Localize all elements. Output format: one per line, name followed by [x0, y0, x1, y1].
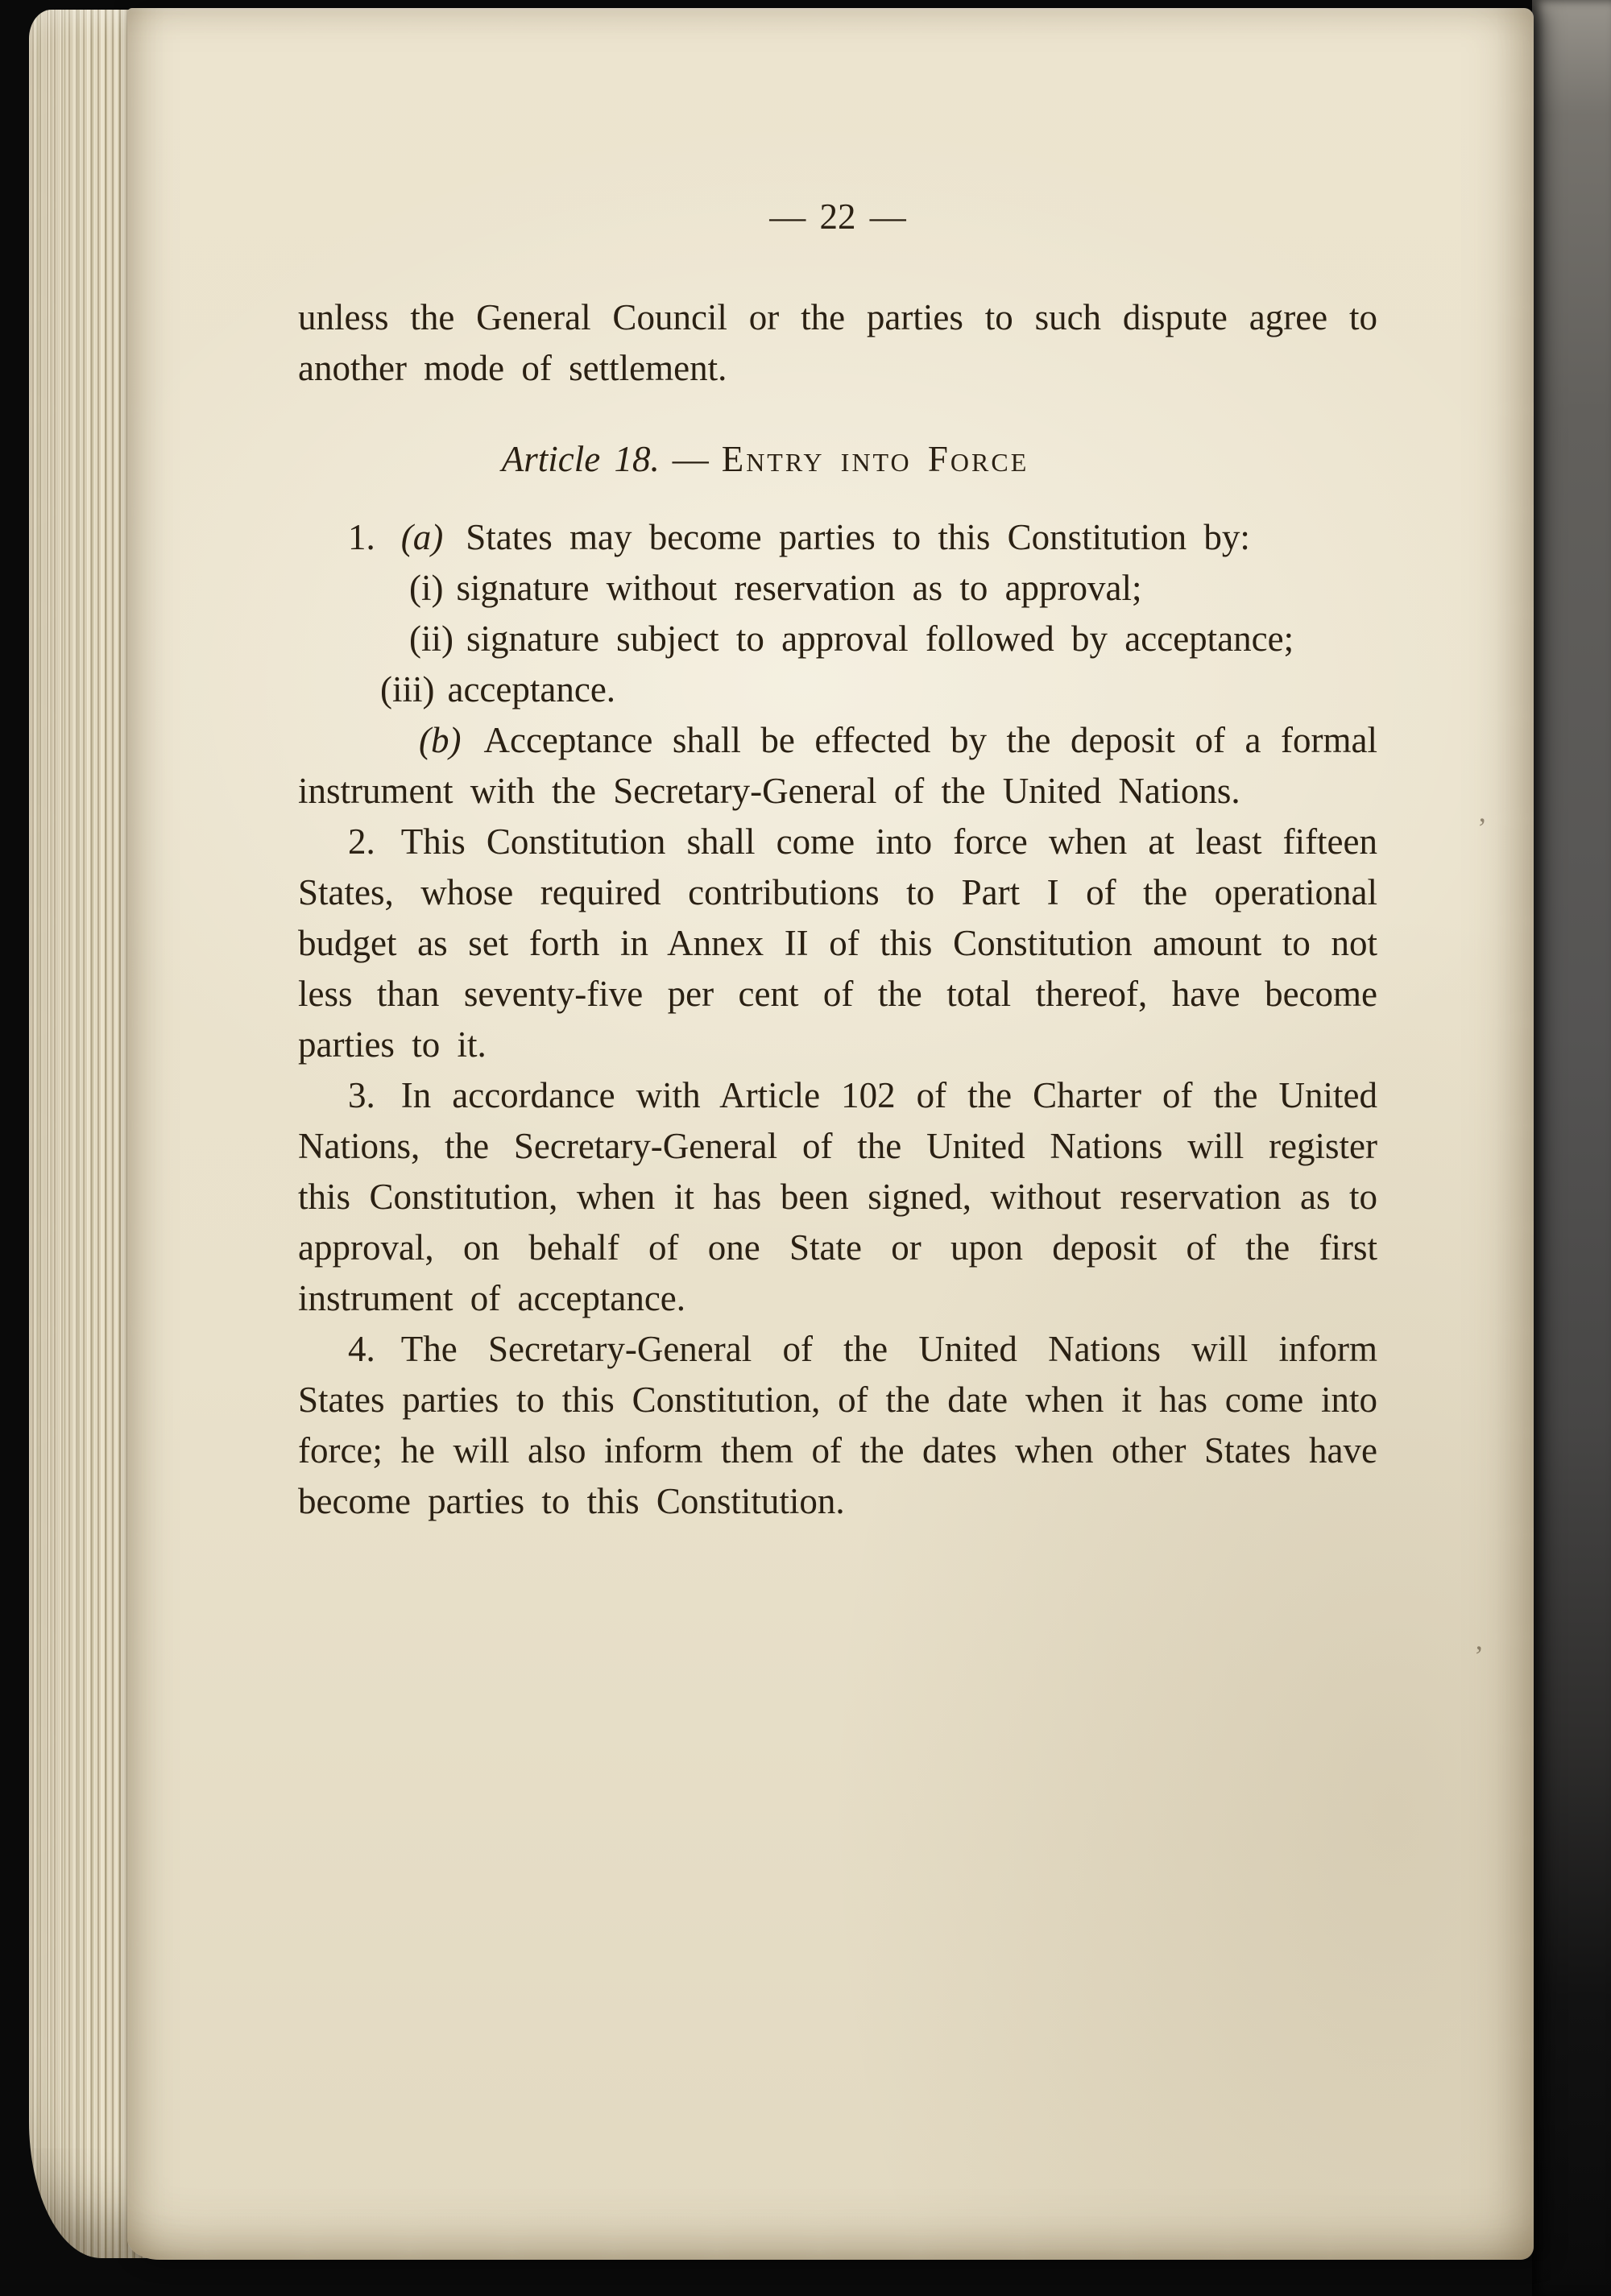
- clause-1b-paragraph: [298, 715, 1377, 817]
- heading-dash: —: [672, 439, 709, 479]
- item-text: signature without reservation as to approval;: [456, 568, 1142, 608]
- ink-mark: ’: [1474, 1640, 1484, 1672]
- item-label: (i): [409, 568, 444, 608]
- clause-number: 1.: [348, 517, 375, 557]
- clause-1a-paragraph: [298, 512, 1377, 563]
- clause-4-paragraph: [298, 1324, 1377, 1527]
- clause-text: States may become parties to this Constitution by:: [466, 517, 1250, 557]
- item-label: (iii): [380, 669, 435, 709]
- clause-number: 4.: [348, 1329, 375, 1369]
- clause-letter: (b): [419, 720, 462, 760]
- item-label: (ii): [409, 618, 453, 659]
- ink-mark: ’: [1477, 812, 1487, 844]
- article-number: Article 18.: [501, 439, 660, 479]
- page-text-block: [298, 192, 1377, 1527]
- item-text: signature subject to approval followed by acceptance;: [466, 618, 1294, 659]
- item-text: acceptance.: [447, 669, 616, 709]
- book-page: [127, 8, 1534, 2260]
- clause-number: 3.: [348, 1075, 375, 1115]
- clause-2-paragraph: [298, 817, 1377, 1070]
- adjacent-surface: [1532, 0, 1611, 2296]
- clause-3-paragraph: [298, 1070, 1377, 1324]
- list-item-iii: [298, 664, 1377, 715]
- clause-text: In accordance with Article 102 of the Charter of the United Nations, the Secretary-General of the United Nations will register this Constitution, when it has been signed, without reservation as to approval, on behalf of one State or upon deposit of the first instrument of acceptance.: [298, 1075, 1377, 1318]
- article-title: Entry into Force: [721, 439, 1029, 479]
- continuation-paragraph: unless the General Council or the parties to such dispute agree to another mode of settlement.: [298, 297, 1377, 388]
- list-item-i: [298, 563, 1377, 614]
- list-item-ii: [298, 614, 1377, 664]
- clause-letter: (a): [400, 517, 444, 557]
- clause-number: 2.: [348, 821, 375, 862]
- page-number: — 22 —: [769, 197, 906, 237]
- clause-text: This Constitution shall come into force when at least fifteen States, whose required contributions to Part I of the operational budget as set forth in Annex II of this Constitution amount to not less than seventy-five per cent of the total thereof, have become parties to it.: [298, 821, 1377, 1065]
- article-18-heading: [298, 434, 1377, 485]
- clause-text: The Secretary-General of the United Nations will inform States parties to this Constitution, of the date when it has come into force; he will also inform them of the dates when other States have become parties to this Constitution.: [298, 1329, 1377, 1521]
- clause-text: Acceptance shall be effected by the deposit of a formal instrument with the Secretary-General of the United Nations.: [298, 720, 1377, 811]
